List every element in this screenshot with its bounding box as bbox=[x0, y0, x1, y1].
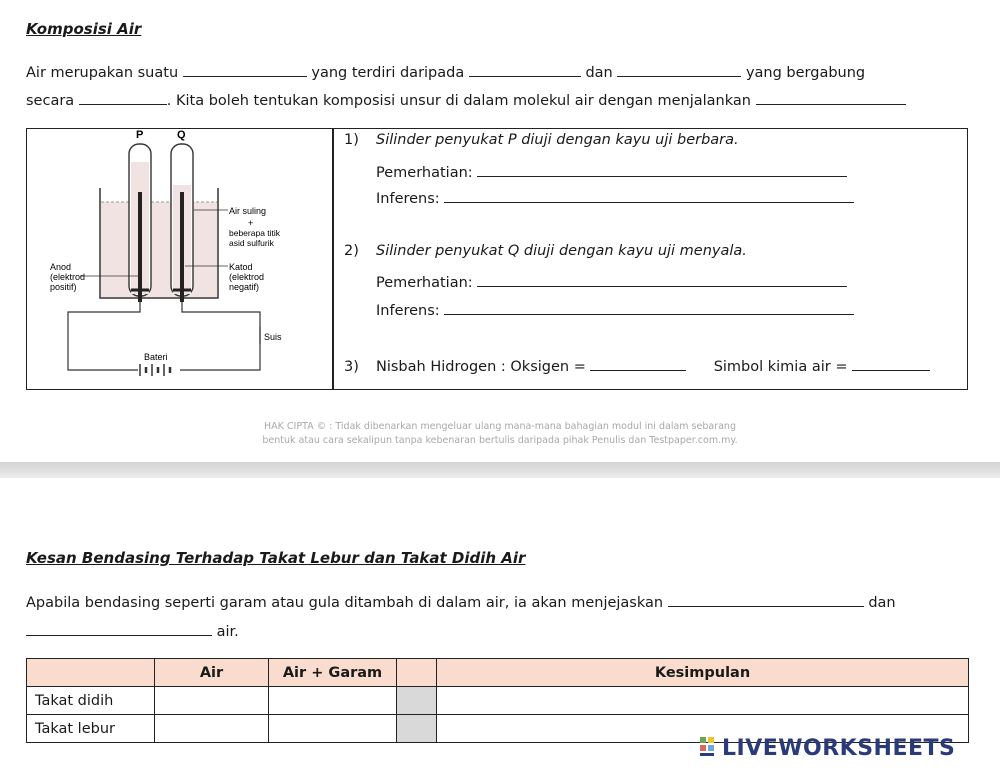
q2-observation-row bbox=[376, 272, 847, 291]
label: Inferens: bbox=[376, 303, 440, 319]
header-cell-air-garam: Air + Garam bbox=[269, 659, 397, 687]
paragraph-2-line-1 bbox=[26, 592, 896, 611]
ratio-blank[interactable] bbox=[590, 356, 686, 371]
text-fragment: dan bbox=[585, 65, 613, 81]
q1-observation-blank[interactable] bbox=[477, 162, 847, 177]
label-beberapa: beberapa titik bbox=[229, 228, 281, 238]
question-3 bbox=[344, 356, 930, 375]
melting-boiling-table bbox=[26, 658, 969, 743]
text-fragment: dan bbox=[868, 595, 896, 611]
electrolysis-diagram bbox=[28, 130, 330, 388]
anode-electrode bbox=[138, 192, 142, 302]
q2-observation-blank[interactable] bbox=[477, 272, 847, 287]
paragraph-line-2 bbox=[26, 90, 906, 109]
label-positif: positif) bbox=[50, 282, 77, 292]
header-cell-blank bbox=[27, 659, 155, 687]
answer-blank-6[interactable] bbox=[668, 592, 864, 607]
cell-spacer bbox=[397, 687, 437, 715]
question-text: Silinder penyukat P diuji dengan kayu uji berbara. bbox=[376, 132, 739, 148]
page-separator bbox=[0, 462, 1000, 478]
label-katod-elektrod: (elektrod bbox=[229, 272, 265, 282]
header-cell-air: Air bbox=[155, 659, 269, 687]
question-1 bbox=[344, 132, 739, 148]
q1-observation-row bbox=[376, 162, 847, 181]
battery-icon bbox=[140, 364, 170, 376]
logo-text: LIVEWORKSHEETS bbox=[722, 736, 956, 761]
text-fragment: Apabila bendasing seperti garam atau gula ditambah di dalam air, ia akan menjejaskan bbox=[26, 595, 664, 611]
label-air-suling: Air suling bbox=[229, 206, 267, 216]
copyright-line-1: HAK CIPTA © : Tidak dibenarkan mengeluar ulang mana-mana bahagian modul ini dalam sebarang bbox=[264, 421, 736, 432]
answer-blank-3[interactable] bbox=[617, 62, 741, 77]
cell-input[interactable] bbox=[155, 715, 269, 743]
answer-blank-5[interactable] bbox=[756, 90, 906, 105]
label: Pemerhatian: bbox=[376, 165, 473, 181]
answer-blank-7[interactable] bbox=[26, 621, 212, 636]
text-fragment: yang terdiri daripada bbox=[311, 65, 465, 81]
q1-inference-blank[interactable] bbox=[444, 188, 854, 203]
answer-blank-2[interactable] bbox=[469, 62, 581, 77]
water-fill bbox=[101, 202, 217, 297]
text-fragment: Air merupakan suatu bbox=[26, 65, 179, 81]
copyright-line-2: bentuk atau cara sekalipun tanpa kebenaran bertulis daripada pihak Penulis dan Testpaper.com.my. bbox=[262, 435, 738, 446]
section-title-komposisi: Komposisi Air bbox=[26, 20, 142, 38]
q2-inference-blank[interactable] bbox=[444, 300, 854, 315]
label-anod-elektrod: (elektrod bbox=[50, 272, 86, 282]
label: Pemerhatian: bbox=[376, 275, 473, 291]
label-bateri: Bateri bbox=[144, 352, 168, 362]
answer-blank-1[interactable] bbox=[183, 62, 307, 77]
paragraph-2-line-2 bbox=[26, 621, 239, 640]
label-p: P bbox=[136, 130, 144, 141]
row-label-takat-lebur: Takat lebur bbox=[27, 715, 155, 743]
label-asid: asid sulfurik bbox=[229, 238, 274, 248]
text-fragment: . Kita boleh tentukan komposisi unsur di dalam molekul air dengan menjalankan bbox=[166, 93, 751, 109]
label-plus: + bbox=[248, 218, 254, 228]
label-negatif: negatif) bbox=[229, 282, 260, 292]
header-cell-spacer bbox=[397, 659, 437, 687]
paragraph-line-1 bbox=[26, 62, 865, 81]
formula-blank[interactable] bbox=[852, 356, 930, 371]
label-suis: Suis bbox=[264, 332, 282, 342]
cathode-electrode bbox=[180, 192, 184, 302]
question-2 bbox=[344, 243, 747, 259]
question-text: Silinder penyukat Q diuji dengan kayu uji menyala. bbox=[376, 243, 747, 259]
cell-input[interactable] bbox=[269, 687, 397, 715]
table-header-row bbox=[27, 659, 969, 687]
question-number: 1) bbox=[344, 132, 359, 148]
label-q: Q bbox=[177, 130, 186, 141]
formula-label: Simbol kimia air = bbox=[713, 359, 848, 375]
box-divider bbox=[332, 128, 334, 390]
header-cell-kesimpulan: Kesimpulan bbox=[437, 659, 969, 687]
answer-blank-4[interactable] bbox=[79, 90, 167, 105]
question-number: 3) bbox=[344, 359, 359, 375]
cell-input[interactable] bbox=[437, 687, 969, 715]
ratio-label: Nisbah Hidrogen : Oksigen = bbox=[376, 359, 586, 375]
cell-spacer bbox=[397, 715, 437, 743]
text-fragment: yang bergabung bbox=[745, 65, 866, 81]
row-label-takat-didih: Takat didih bbox=[27, 687, 155, 715]
logo-grid-icon bbox=[700, 737, 722, 757]
cell-input[interactable] bbox=[155, 687, 269, 715]
label-katod: Katod bbox=[229, 262, 253, 272]
table-row bbox=[27, 687, 969, 715]
q2-inference-row bbox=[376, 300, 854, 319]
text-fragment: secara bbox=[26, 93, 75, 109]
section-title-kesan: Kesan Bendasing Terhadap Takat Lebur dan Takat Didih Air bbox=[26, 549, 526, 567]
text-fragment: air. bbox=[216, 624, 239, 640]
cell-input[interactable] bbox=[269, 715, 397, 743]
label-anod: Anod bbox=[50, 262, 72, 272]
q1-inference-row bbox=[376, 188, 854, 207]
label: Inferens: bbox=[376, 191, 440, 207]
question-number: 2) bbox=[344, 243, 359, 259]
liveworksheets-logo bbox=[700, 736, 955, 761]
